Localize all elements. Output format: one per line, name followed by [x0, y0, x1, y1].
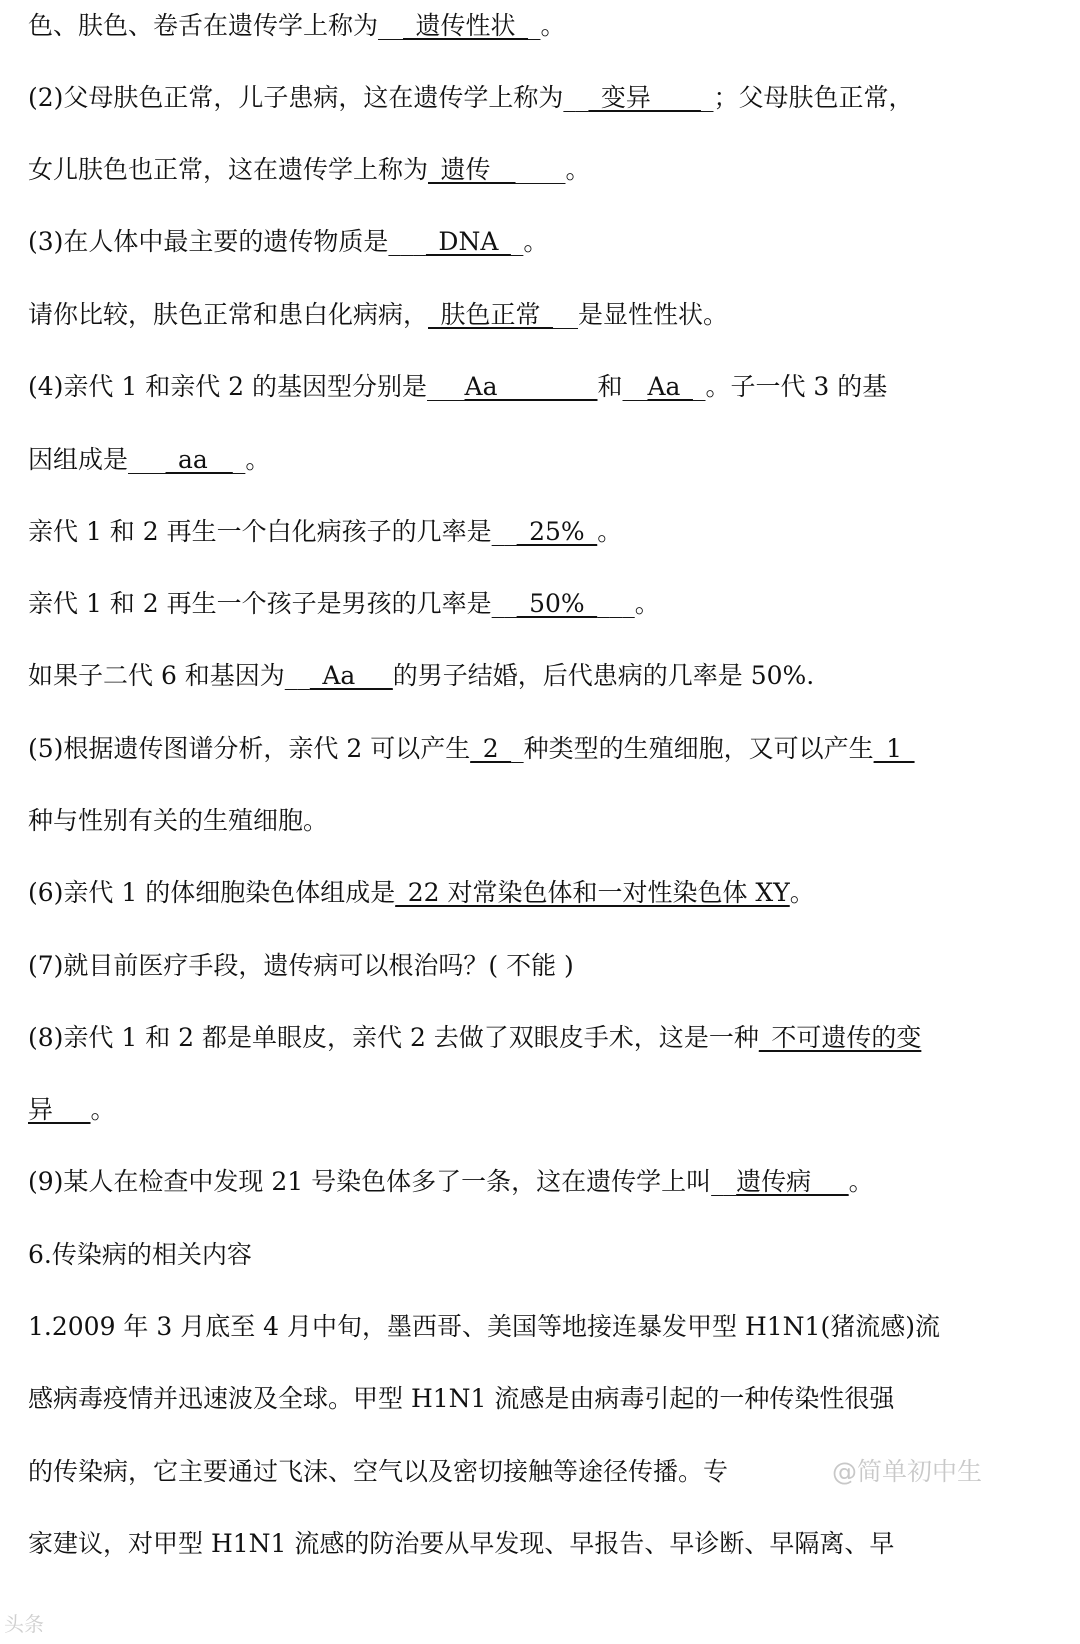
text-segment: 请你比较，肤色正常和患白化病病， [28, 300, 429, 329]
text-segment: (3)在人体中最主要的遗传物质是___ [28, 227, 426, 256]
answer-blank: _不可遗传的变 [758, 1023, 922, 1052]
text-line [28, 1235, 1058, 1275]
text-segment: (4)亲代 1 和亲代 2 的基因型分别是___ [28, 372, 465, 401]
text-line [28, 1379, 1058, 1419]
answer-blank: _DNA_ [425, 227, 511, 256]
text-line [28, 1090, 1058, 1130]
text-segment: (5)根据遗传图谱分析，亲代 2 可以产生 [28, 734, 471, 763]
text-line [28, 6, 1058, 46]
text-segment: _。 [528, 11, 566, 40]
text-segment: (7)就目前医疗手段，遗传病可以根治吗？( 不能 ) [28, 951, 574, 980]
answer-blank: 遗传病___ [736, 1167, 849, 1196]
text-line [28, 729, 1058, 769]
answer-blank: _aa__ [165, 445, 233, 474]
text-segment: 的传染病，它主要通过飞沫、空气以及密切接触等途径传播。专 [28, 1457, 729, 1486]
answer-blank: _25%_ [516, 517, 598, 546]
answer-blank: _肤色正常_ [428, 300, 554, 329]
answer-blank: _遗传性状_ [403, 11, 529, 40]
text-line [28, 78, 1058, 118]
text-segment: 。 [597, 517, 623, 546]
text-segment: 亲代 1 和 2 再生一个孩子是男孩的几率是__ [28, 589, 517, 618]
watermark-text: @简单初中生 [832, 1457, 983, 1486]
watermark-corner: 头条 [4, 1612, 44, 1636]
text-segment: (9)某人在检查中发现 21 号染色体多了一条，这在遗传学上叫__ [28, 1167, 737, 1196]
answer-blank: _遗传__ [428, 155, 516, 184]
text-segment: 因组成是___ [28, 445, 166, 474]
text-segment: __是显性性状。 [553, 300, 729, 329]
text-segment: 的男子结婚，后代患病的几率是 50%. [392, 661, 815, 690]
text-segment: 色、肤色、卷舌在遗传学上称为__ [28, 11, 404, 40]
text-line [28, 295, 1058, 335]
answer-blank: _50%_ [516, 589, 598, 618]
text-line [28, 584, 1058, 624]
text-segment: 1.2009 年 3 月底至 4 月中旬，墨西哥、美国等地接连暴发甲型 H1N1(猪流感)流 [28, 1312, 940, 1341]
text-line [28, 367, 1058, 407]
text-segment: (2)父母肤色正常，儿子患病，这在遗传学上称为__ [28, 83, 589, 112]
text-segment: 家建议，对甲型 H1N1 流感的防治要从早发现、早报告、早诊断、早隔离、早 [28, 1529, 895, 1558]
text-segment: _。 [232, 445, 271, 474]
text-segment: ___。 [597, 589, 660, 618]
answer-blank: _2_ [470, 734, 512, 763]
text-segment: _种类型的生殖细胞，又可以产生 [511, 734, 874, 763]
text-segment: 如果子二代 6 和基因为__ [28, 661, 310, 690]
text-line [28, 440, 1058, 480]
text-line [28, 801, 1058, 841]
text-segment: 。 [848, 1167, 874, 1196]
text-line [28, 873, 1058, 913]
text-segment: (8)亲代 1 和 2 都是单眼皮，亲代 2 去做了双眼皮手术，这是一种 [28, 1023, 759, 1052]
text-line [28, 1307, 1058, 1347]
text-line [28, 656, 1058, 696]
text-line [28, 1524, 1058, 1564]
text-segment: 。 [789, 878, 815, 907]
answer-blank: Aa_ [647, 372, 693, 401]
text-segment: (6)亲代 1 的体细胞染色体组成是 [28, 878, 396, 907]
text-line [28, 1018, 1058, 1058]
text-segment: ____。 [515, 155, 591, 184]
text-segment: _。 [510, 227, 549, 256]
text-segment: 6.传染病的相关内容 [28, 1240, 252, 1269]
text-segment: 女儿肤色也正常，这在遗传学上称为 [28, 155, 429, 184]
text-segment: 种与性别有关的生殖细胞。 [28, 806, 329, 835]
answer-blank: 异___ [28, 1095, 91, 1124]
answer-blank: _变异____ [588, 83, 701, 112]
text-line [28, 946, 1058, 986]
text-line [28, 222, 1058, 262]
text-segment: 亲代 1 和 2 再生一个白化病孩子的几率是__ [28, 517, 517, 546]
text-segment: 和__ [597, 372, 648, 401]
text-segment: _；父母肤色正常， [700, 83, 914, 112]
answer-blank: Aa________ [464, 372, 598, 401]
answer-blank: _Aa___ [309, 661, 393, 690]
text-segment: _。子一代 3 的基 [692, 372, 888, 401]
answer-blank: _22 对常染色体和一对性染色体 XY [395, 878, 790, 907]
text-line [28, 150, 1058, 190]
text-line [28, 512, 1058, 552]
text-segment: 。 [90, 1095, 116, 1124]
text-segment: 感病毒疫情并迅速波及全球。甲型 H1N1 流感是由病毒引起的一种传染性很强 [28, 1384, 895, 1413]
answer-blank: _1_ [873, 734, 915, 763]
text-line [28, 1162, 1058, 1202]
